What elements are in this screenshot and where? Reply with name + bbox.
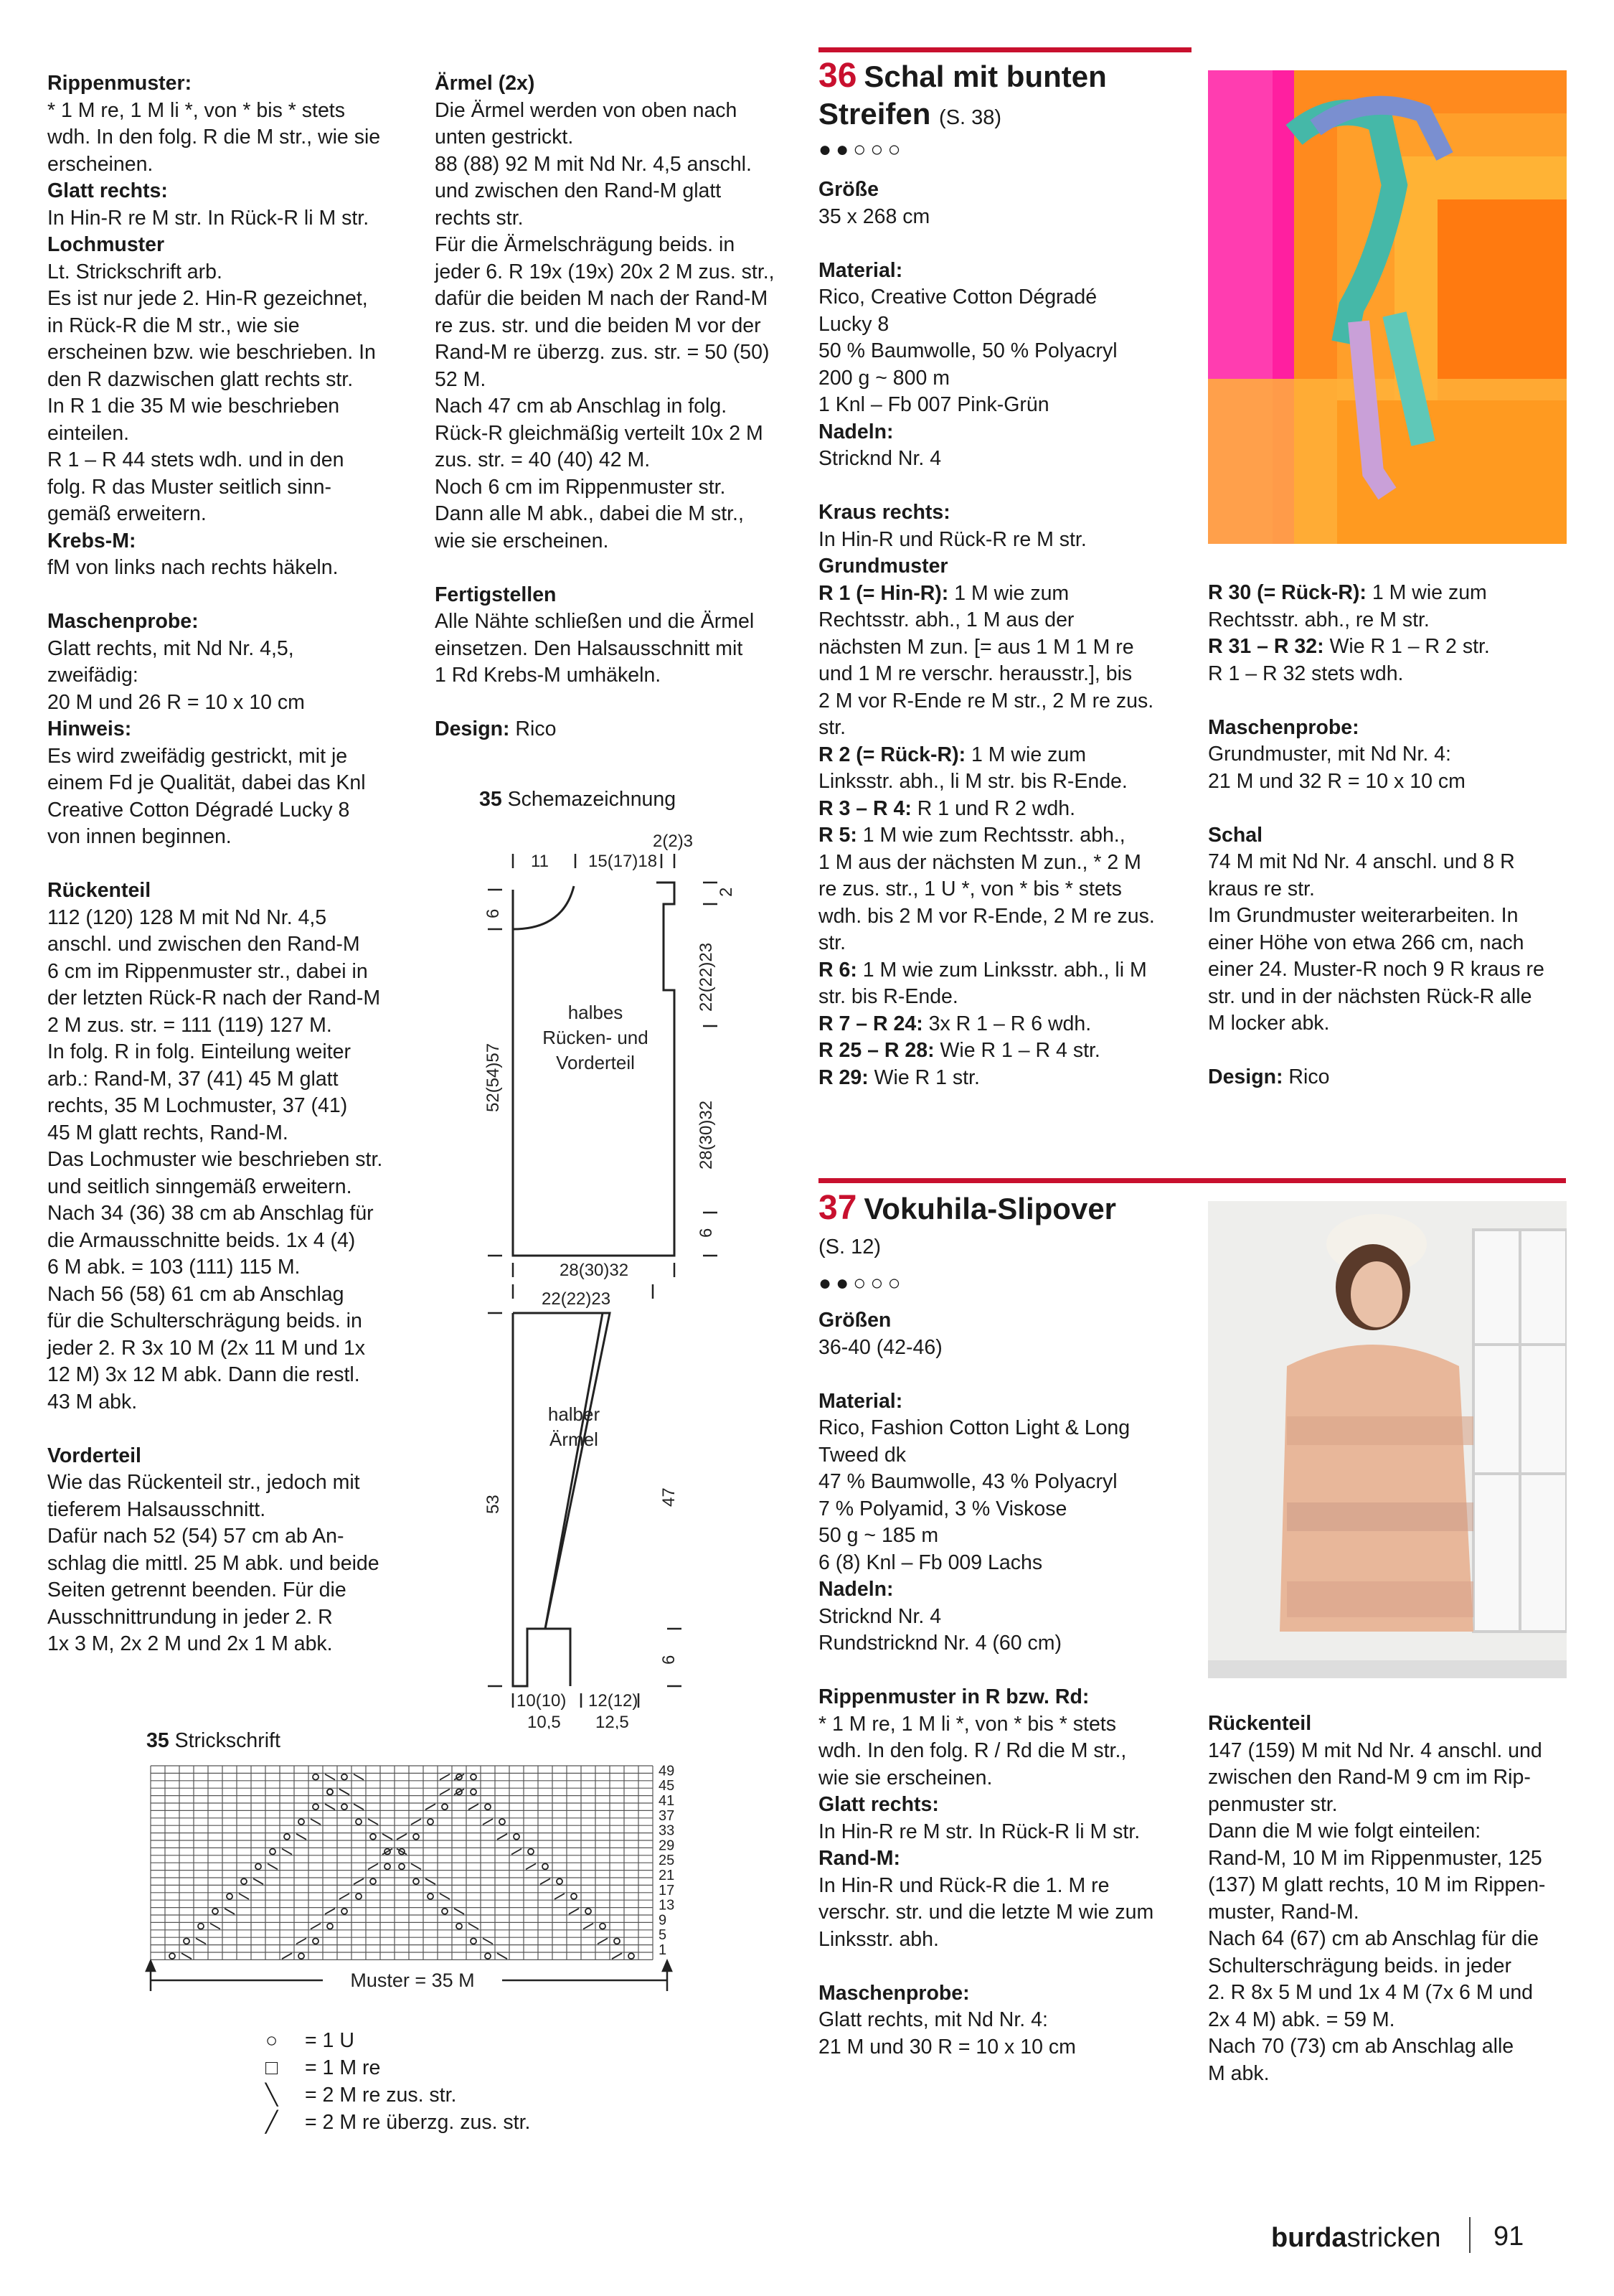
text-line: (137) M glatt rechts, 10 M im Rippen-: [1208, 1873, 1546, 1896]
text-line: re zus. str. und die beiden M vor der: [435, 314, 761, 337]
legend-symbol: ╲: [265, 2084, 278, 2107]
difficulty-36: ●●○○○: [818, 138, 905, 161]
text-line: Es wird zweifädig gestrickt, mit je: [47, 744, 348, 768]
text-line: Linksstr. abh.: [818, 1927, 939, 1951]
text-line: Nach 34 (36) 38 cm ab Anschlag für: [47, 1202, 374, 1225]
chart-row-label: 33: [659, 1822, 675, 1839]
text-line: in Rück-R die M str., wie sie: [47, 314, 300, 337]
text-line: 52 M.: [435, 367, 486, 391]
text-line: Glatt rechts, mit Nd Nr. 4,5,: [47, 636, 294, 660]
text-line: Rück-R gleichmäßig verteilt 10x 2 M: [435, 421, 763, 445]
text-line: 74 M mit Nd Nr. 4 anschl. und 8 R: [1208, 850, 1515, 873]
text-line: zus. str. = 40 (40) 42 M.: [435, 448, 651, 471]
text-line: 20 M und 26 R = 10 x 10 cm: [47, 690, 305, 714]
text-line: [818, 796, 1206, 823]
sleeve-label-1: halber: [547, 1403, 600, 1425]
text-line: einer Höhe von etwa 266 cm, nach: [1208, 931, 1524, 954]
footer-brand: burdastricken: [1271, 2223, 1441, 2253]
text-line: 88 (88) 92 M mit Nd Nr. 4,5 anschl.: [435, 152, 752, 176]
dim-right-2: 2: [717, 887, 736, 897]
section-heading: Glatt rechts:: [47, 179, 168, 202]
legend-item: [265, 2054, 530, 2081]
line-label: R 6:: [818, 958, 857, 982]
section-heading: Größe: [818, 178, 879, 201]
text-line: Glatt rechts, mit Nd Nr. 4:: [818, 2008, 1048, 2031]
text-line: Ausschnittrundung in jeder 2. R: [47, 1605, 333, 1629]
line-text: 1 M wie zum Rechtsstr. abh.,: [856, 824, 1125, 847]
section-heading: Grundmuster: [818, 555, 948, 578]
column-36-a: [818, 177, 1206, 1091]
text-line: verschr. str. und die letzte M wie zum: [818, 1901, 1154, 1924]
text-line: den R dazwischen glatt rechts str.: [47, 367, 354, 391]
scarf-photo-art: [1208, 70, 1567, 544]
section-heading: Rippenmuster:: [47, 72, 192, 95]
text-line: 200 g ~ 800 m: [818, 366, 950, 390]
text-line: Alle Nähte schließen und die Ärmel: [435, 610, 755, 633]
text-line: Nach 70 (73) cm ab Anschlag alle: [1208, 2035, 1514, 2058]
text-line: wdh. In den folg. R / Rd die M str.,: [818, 1739, 1127, 1762]
spacer: [818, 1953, 1206, 1980]
section-heading: Rückenteil: [1208, 1712, 1312, 1735]
column-2: [435, 70, 808, 743]
text-line: dafür die beiden M nach der Rand-M: [435, 287, 768, 310]
section-heading: Material:: [818, 1389, 903, 1413]
spacer: [818, 473, 1206, 500]
body-label-3: Vorderteil: [556, 1052, 635, 1073]
line-label: R 5:: [818, 824, 857, 847]
sleeve-label-2: Ärmel: [549, 1429, 598, 1450]
line-label: R 1 (= Hin-R):: [818, 581, 949, 605]
text-line: jeder 6. R 19x (19x) 20x 2 M zus. str.,: [435, 260, 775, 283]
text-line: str. bis R-Ende.: [818, 985, 958, 1008]
column-37-a: [818, 1307, 1206, 2061]
dim-sleeve-bot-c: 10,5: [527, 1713, 561, 1729]
text-line: Wie das Rückenteil str., jedoch mit: [47, 1471, 360, 1494]
dim-sleeve-bot-b: 12(12): [588, 1691, 638, 1711]
text-line: * 1 M re, 1 M li *, von * bis * stets: [47, 98, 345, 122]
text-line: Nach 56 (58) 61 cm ab Anschlag: [47, 1282, 344, 1306]
body-label-2: Rücken- und: [542, 1027, 648, 1048]
text-line: gemäß erweitern.: [47, 502, 207, 525]
text-line: 21 M und 32 R = 10 x 10 cm: [1208, 769, 1466, 793]
text-line: wdh. bis 2 M vor R-Ende, 2 M re zus.: [818, 904, 1155, 928]
section-heading: Glatt rechts:: [818, 1793, 939, 1816]
text-line: Rechtsstr. abh., 1 M aus der: [818, 608, 1075, 631]
dim-left-52: 52(54)57: [483, 1043, 503, 1112]
chart-title: 35 Strickschrift: [146, 1729, 280, 1752]
legend-symbol: □: [265, 2056, 278, 2079]
section-heading: Fertigstellen: [435, 583, 557, 606]
chart-row-label: 21: [659, 1868, 675, 1883]
text-line: unten gestrickt.: [435, 126, 574, 149]
text-line: str. und in der nächsten Rück-R alle: [1208, 984, 1532, 1008]
text-line: 1 M aus der nächsten M zun., * 2 M: [818, 850, 1141, 874]
text-line: erscheinen.: [47, 152, 154, 176]
text-line: rechts str.: [435, 206, 524, 230]
chart-row-label: 41: [659, 1793, 675, 1809]
line-text: 1 M wie zum Linksstr. abh., li M: [856, 958, 1147, 982]
text-line: Lucky 8: [818, 312, 889, 336]
dim-right-22: 22(22)23: [697, 942, 716, 1012]
text-line: Linksstr. abh., li M str. bis R-Ende.: [818, 770, 1128, 793]
dim-top-c: 2(2)3: [653, 832, 694, 851]
text-line: Tweed dk: [818, 1443, 906, 1467]
chart-legend: [265, 2027, 530, 2136]
line-label: R 29:: [818, 1065, 869, 1089]
line-text: Wie R 1 – R 4 str.: [934, 1039, 1100, 1062]
dim-top-a: 11: [531, 852, 549, 871]
text-line: Nach 47 cm ab Anschlag in folg.: [435, 395, 727, 418]
scarf-photo: [1208, 70, 1567, 544]
text-line: R 1 – R 44 stets wdh. und in den: [47, 448, 344, 471]
chart-row-label: 25: [659, 1853, 675, 1869]
text-line: einsetzen. Den Halsausschnitt mit: [435, 636, 743, 660]
text-line: 6 M abk. = 103 (111) 115 M.: [47, 1256, 301, 1279]
text-line: 1 Rd Krebs-M umhäkeln.: [435, 664, 661, 687]
text-line: [818, 957, 1206, 984]
footer-divider: [1469, 2217, 1471, 2253]
text-line: * 1 M re, 1 M li *, von * bis * stets: [818, 1712, 1116, 1736]
dim-sleeve-right: 47: [659, 1487, 679, 1507]
spacer: [818, 230, 1206, 258]
text-line: [818, 742, 1206, 769]
text-line: Lt. Strickschrift arb.: [47, 260, 222, 283]
column-36-b: [1208, 580, 1581, 1091]
text-line: M locker abk.: [1208, 1012, 1330, 1035]
text-line: nächsten M zun. [= aus 1 M 1 M re: [818, 635, 1134, 659]
text-line: Rico, Fashion Cotton Light & Long: [818, 1416, 1131, 1439]
line-label: Design:: [435, 718, 510, 740]
text-line: In Hin-R re M str. In Rück-R li M str.: [818, 1820, 1141, 1843]
section-heading: Nadeln:: [818, 1578, 894, 1601]
chart-row-label: 13: [659, 1897, 675, 1914]
section-heading: Vorderteil: [47, 1444, 141, 1467]
text-line: 50 % Baumwolle, 50 % Polyacryl: [818, 339, 1118, 362]
section-heading: Krebs-M:: [47, 529, 136, 552]
text-line: Dafür nach 52 (54) 57 cm ab An-: [47, 1525, 344, 1548]
schema-title: 35 Schemazeichnung: [479, 788, 676, 811]
text-line: Stricknd Nr. 4: [818, 1604, 942, 1628]
rule-36: [818, 47, 1191, 52]
text-line: [1208, 634, 1581, 661]
text-line: Seiten getrennt beenden. Für die: [47, 1578, 346, 1601]
spacer: [818, 1657, 1206, 1685]
chart-row-label: 5: [659, 1927, 667, 1944]
spacer: [47, 851, 420, 878]
line-label: R 2 (= Rück-R):: [818, 743, 966, 766]
line-text: Rico: [1283, 1065, 1330, 1088]
text-line: für die Schulterschrägung beids. in: [47, 1309, 362, 1332]
text-line: wie sie erscheinen.: [435, 529, 609, 552]
section-heading: Schal: [1208, 823, 1263, 847]
legend-symbol: ○: [265, 2029, 278, 2052]
text-line: der letzten Rück-R nach der Rand-M: [47, 987, 381, 1010]
dim-sleeve-bot-a: 10(10): [516, 1691, 567, 1711]
text-line: [818, 1065, 1206, 1092]
text-line: schlag die mittl. 25 M abk. und beide: [47, 1551, 379, 1575]
text-line: wdh. In den folg. R die M str., wie sie: [47, 126, 381, 149]
slipover-photo: [1208, 1201, 1567, 1678]
text-line: str.: [818, 716, 846, 739]
column-37-b: [1208, 1711, 1581, 2087]
section-heading: Kraus rechts:: [818, 501, 950, 524]
text-line: 6 cm im Rippenmuster str., dabei in: [47, 959, 368, 983]
text-line: Nach 64 (67) cm ab Anschlag für die: [1208, 1927, 1539, 1950]
text-line: [818, 1011, 1206, 1038]
dim-bottom-28: 28(30)32: [560, 1261, 629, 1280]
line-text: Wie R 1 – R 2 str.: [1323, 635, 1490, 658]
text-line: 2 M vor R-Ende re M str., 2 M re zus.: [818, 689, 1154, 712]
page-number: 91: [1493, 2221, 1524, 2252]
text-line: 6 (8) Knl – Fb 009 Lachs: [818, 1551, 1043, 1574]
text-line: tieferem Halsausschnitt.: [47, 1497, 266, 1521]
column-1: [47, 70, 420, 1658]
section-heading: Maschenprobe:: [47, 610, 199, 633]
line-label: R 30 (= Rück-R):: [1208, 581, 1367, 604]
text-line: 12 M) 3x 12 M abk. Dann die restl.: [47, 1363, 360, 1386]
line-label: Design:: [1208, 1065, 1283, 1088]
text-line: Creative Cotton Dégradé Lucky 8: [47, 798, 350, 822]
line-text: 1 M wie zum: [966, 743, 1086, 766]
line-text: 1 M wie zum: [1366, 581, 1487, 604]
section-heading: Ärmel (2x): [435, 72, 535, 95]
slipover-photo-art: [1208, 1201, 1567, 1678]
text-line: zwischen den Rand-M 9 cm im Rip-: [1208, 1766, 1531, 1789]
section-heading: Maschenprobe:: [818, 1981, 970, 2005]
text-line: und 1 M re verschr. herausstr.], bis: [818, 662, 1133, 685]
text-line: zweifädig:: [47, 664, 138, 687]
text-line: [1208, 1064, 1581, 1091]
chart-row-label: 37: [659, 1807, 675, 1824]
spacer: [1208, 687, 1581, 715]
text-line: Im Grundmuster weiterarbeiten. In: [1208, 904, 1519, 927]
rule-37: [818, 1178, 1566, 1183]
section-heading: Hinweis:: [47, 718, 132, 740]
spacer: [1208, 795, 1581, 822]
chart-row-label: 45: [659, 1778, 675, 1794]
chart-row-label: 17: [659, 1882, 675, 1899]
text-line: die Armausschnitte beids. 1x 4 (4): [47, 1228, 356, 1252]
text-line: fM von links nach rechts häkeln.: [47, 556, 339, 579]
text-line: In Hin-R und Rück-R re M str.: [818, 527, 1087, 551]
text-line: muster, Rand-M.: [1208, 1900, 1359, 1924]
schema-drawing: [459, 825, 746, 1729]
text-line: und zwischen den Rand-M glatt: [435, 179, 722, 202]
text-line: Rechtsstr. abh., re M str.: [1208, 608, 1430, 631]
text-line: 2. R 8x 5 M und 1x 4 M (7x 6 M und: [1208, 1981, 1534, 2004]
title-37: 37 Vokuhila-Slipover: [818, 1189, 1117, 1227]
line-text: 3x R 1 – R 6 wdh.: [922, 1012, 1092, 1035]
text-line: kraus re str.: [1208, 877, 1315, 900]
line-label: R 31 – R 32:: [1208, 635, 1324, 658]
text-line: 35 x 268 cm: [818, 204, 930, 228]
text-line: einer 24. Muster-R noch 9 R kraus re: [1208, 958, 1544, 981]
chart-row-label: 9: [659, 1912, 667, 1929]
text-line: str.: [818, 931, 846, 954]
knitting-chart: [143, 1761, 703, 1998]
spacer: [47, 1416, 420, 1443]
chart-row-label: 29: [659, 1838, 675, 1854]
text-line: [1208, 580, 1581, 607]
text-line: 45 M glatt rechts, Rand-M.: [47, 1121, 288, 1144]
chart-row-label: 1: [659, 1942, 667, 1958]
section-heading: Rippenmuster in R bzw. Rd:: [818, 1685, 1090, 1708]
spacer: [435, 690, 808, 717]
text-line: von innen beginnen.: [47, 825, 232, 848]
text-line: arb.: Rand-M, 37 (41) 45 M glatt: [47, 1067, 339, 1091]
text-line: 7 % Polyamid, 3 % Viskose: [818, 1497, 1067, 1520]
line-text: R 1 und R 2 wdh.: [911, 796, 1076, 820]
legend-text: = 1 U: [305, 2029, 354, 2052]
text-line: Grundmuster, mit Nd Nr. 4:: [1208, 743, 1451, 766]
section-heading: Rückenteil: [47, 879, 151, 902]
text-line: erscheinen bzw. wie beschrieben. In: [47, 341, 376, 364]
text-line: 43 M abk.: [47, 1390, 138, 1413]
text-line: [818, 580, 1206, 608]
text-line: In folg. R in folg. Einteilung weiter: [47, 1040, 351, 1063]
text-line: Schulterschrägung beids. in jeder: [1208, 1954, 1512, 1977]
text-line: 1x 3 M, 2x 2 M und 2x 1 M abk.: [47, 1632, 333, 1655]
text-line: re zus. str., 1 U *, von * bis * stets: [818, 878, 1122, 900]
text-line: einteilen.: [47, 421, 130, 445]
text-line: Rundstricknd Nr. 4 (60 cm): [818, 1632, 1062, 1655]
text-line: 2x 4 M) abk. = 59 M.: [1208, 2008, 1395, 2031]
text-line: [818, 822, 1206, 850]
dim-sleeve-bot-d: 12,5: [595, 1713, 629, 1729]
title-36: 36 Schal mit bunten Streifen (S. 38): [818, 57, 1107, 131]
text-line: In Hin-R re M str. In Rück-R li M str.: [47, 206, 369, 230]
text-line: 1 Knl – Fb 007 Pink-Grün: [818, 393, 1049, 416]
text-line: folg. R das Muster seitlich sinn-: [47, 475, 331, 499]
legend-text: = 2 M re überzg. zus. str.: [305, 2111, 531, 2134]
line-text: Wie R 1 str.: [868, 1065, 980, 1089]
text-line: In R 1 die 35 M wie beschrieben: [47, 395, 340, 418]
dim-top-b: 15(17)18: [588, 852, 658, 871]
line-text: 1 M wie zum: [948, 581, 1070, 605]
section-heading: Maschenprobe:: [1208, 715, 1359, 739]
text-line: Die Ärmel werden von oben nach: [435, 98, 737, 122]
text-line: 147 (159) M mit Nd Nr. 4 anschl. und: [1208, 1739, 1542, 1762]
text-line: Für die Ärmelschrägung beids. in: [435, 233, 735, 256]
legend-text: = 1 M re: [305, 2056, 381, 2079]
dim-sleeve-right-6: 6: [659, 1655, 679, 1665]
legend-item: [265, 2027, 530, 2054]
text-line: jeder 2. R 3x 10 M (2x 11 M und 1x: [47, 1336, 366, 1360]
text-line: 112 (120) 128 M mit Nd Nr. 4,5: [47, 905, 327, 929]
text-line: R 1 – R 32 stets wdh.: [1208, 662, 1404, 685]
line-text: Rico: [509, 718, 557, 740]
text-line: 2 M zus. str. = 111 (119) 127 M.: [47, 1013, 332, 1037]
chart-row-label: 49: [659, 1763, 675, 1779]
line-label: R 7 – R 24:: [818, 1012, 923, 1035]
spacer: [47, 582, 420, 609]
text-line: 47 % Baumwolle, 43 % Polyacryl: [818, 1470, 1118, 1493]
text-line: 50 g ~ 185 m: [818, 1524, 939, 1547]
spacer: [818, 1361, 1206, 1388]
body-label-1: halbes: [567, 1002, 623, 1023]
text-line: anschl. und zwischen den Rand-M: [47, 933, 360, 956]
text-line: Stricknd Nr. 4: [818, 447, 942, 470]
dim-right-28: 28(30)32: [697, 1100, 716, 1170]
dim-right-6: 6: [697, 1228, 716, 1238]
spacer: [435, 555, 808, 582]
spacer: [1208, 1038, 1581, 1065]
text-line: 21 M und 30 R = 10 x 10 cm: [818, 2035, 1076, 2059]
ref-37: (S. 12): [818, 1236, 882, 1258]
difficulty-37: ●●○○○: [818, 1271, 905, 1295]
text-line: 36-40 (42-46): [818, 1335, 943, 1359]
text-line: M abk.: [1208, 2061, 1270, 2085]
text-line: wie sie erscheinen.: [818, 1766, 993, 1789]
text-line: Es ist nur jede 2. Hin-R gezeichnet,: [47, 287, 368, 310]
section-heading: Lochmuster: [47, 233, 165, 256]
legend-symbol: ╱: [265, 2111, 278, 2134]
text-line: Dann alle M abk., dabei die M str.,: [435, 502, 744, 525]
section-heading: Größen: [818, 1309, 892, 1332]
legend-item: [265, 2109, 530, 2136]
legend-text: = 2 M re zus. str.: [305, 2084, 457, 2107]
text-line: und seitlich sinngemäß erweitern.: [47, 1175, 352, 1198]
dim-sleeve-left: 53: [483, 1495, 503, 1514]
text-line: [818, 1038, 1206, 1065]
text-line: Noch 6 cm im Rippenmuster str.: [435, 475, 726, 499]
text-line: In Hin-R und Rück-R die 1. M re: [818, 1873, 1110, 1897]
legend-item: [265, 2081, 530, 2109]
text-line: Rico, Creative Cotton Dégradé: [818, 286, 1098, 309]
line-label: R 3 – R 4:: [818, 796, 912, 820]
dim-left-6: 6: [483, 908, 503, 918]
text-line: [435, 716, 808, 743]
text-line: rechts, 35 M Lochmuster, 37 (41): [47, 1094, 348, 1117]
text-line: Das Lochmuster wie beschrieben str.: [47, 1148, 383, 1171]
line-label: R 25 – R 28:: [818, 1039, 935, 1062]
section-heading: Nadeln:: [818, 420, 894, 443]
section-heading: Rand-M:: [818, 1847, 900, 1870]
sleeve-outline: [513, 1313, 603, 1686]
text-line: penmuster str.: [1208, 1792, 1338, 1816]
text-line: Rand-M, 10 M im Rippenmuster, 125: [1208, 1846, 1542, 1870]
text-line: Rand-M re überzg. zus. str. = 50 (50): [435, 341, 770, 364]
section-heading: Material:: [818, 258, 903, 282]
dim-sleeve-top: 22(22)23: [542, 1289, 611, 1309]
text-line: Dann die M wie folgt einteilen:: [1208, 1820, 1481, 1843]
chart-muster: Muster = 35 M: [350, 1970, 475, 1991]
text-line: einem Fd je Qualität, dabei das Knl: [47, 771, 366, 794]
